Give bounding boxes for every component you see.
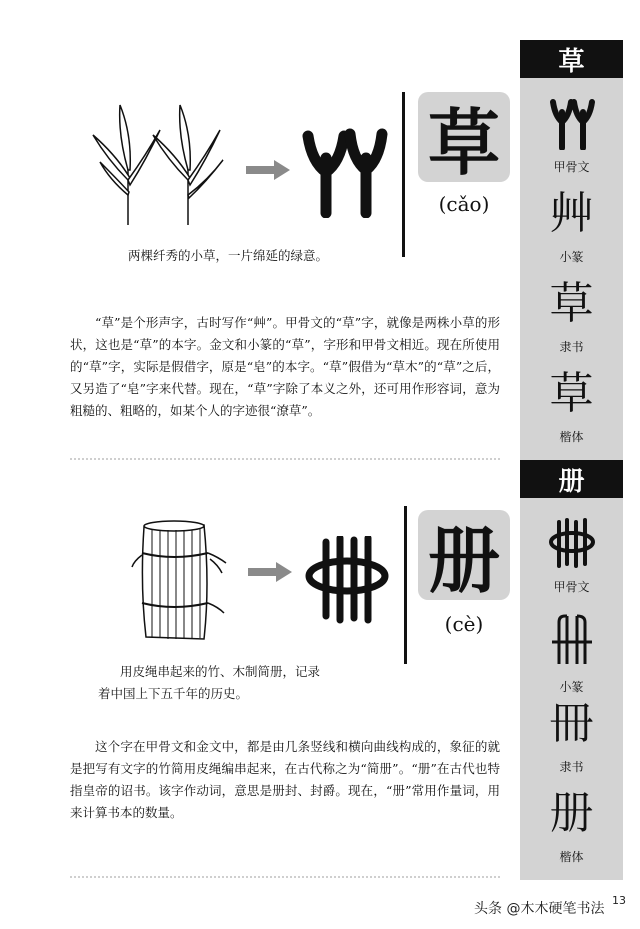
seal-glyph-cao: 艸	[549, 188, 594, 239]
pinyin-cao: (cǎo)	[438, 192, 490, 216]
label-seal-ce: 小篆	[559, 680, 584, 694]
oracle-glyph-cao	[520, 98, 623, 154]
label-regular-cao: 楷体	[559, 430, 584, 444]
watermark-text: 头条 @木木硬笔书法	[474, 901, 605, 917]
label-oracle-cao: 甲骨文	[553, 160, 590, 174]
oracle-big-cao	[300, 128, 390, 222]
pinyin-ce: (cè)	[444, 612, 484, 636]
sidebar-head-ce: 册	[520, 460, 623, 498]
divider-line-1	[402, 92, 405, 257]
page-number: 13	[612, 894, 626, 907]
caption-ce-line1: 用皮绳串起来的竹、木制简册，记录	[120, 664, 321, 679]
paragraph-ce: 这个字在甲骨文和金文中，都是由几条竖线和横向曲线构成的，象征的就是把写有文字的竹简用皮绳编串起来，在古代称之为“简册”。“册”在古代也特指皇帝的诏书。该字作动词，意思是册封、封爵。现在，“册”常用作量词，用来计算书本的数量。	[70, 739, 500, 820]
label-clerical-cao: 隶书	[559, 340, 584, 354]
sidebar-head-cao: 草	[520, 40, 623, 78]
label-oracle-ce: 甲骨文	[553, 580, 590, 594]
arrow-icon-1	[246, 160, 290, 184]
oracle-glyph-ce	[520, 516, 623, 574]
regular-glyph-ce: 册	[549, 788, 594, 839]
separator-dotted-2	[70, 876, 500, 878]
seal-glyph-ce	[520, 612, 623, 670]
clerical-glyph-ce: 冊	[549, 698, 594, 749]
label-clerical-ce: 隶书	[559, 760, 584, 774]
regular-glyph-cao: 草	[549, 368, 594, 419]
divider-line-2	[404, 506, 407, 664]
label-seal-cao: 小篆	[559, 250, 584, 264]
script-sidebar	[520, 40, 623, 880]
label-regular-ce: 楷体	[559, 850, 584, 864]
clerical-glyph-cao: 草	[549, 278, 594, 329]
main-char-cao: 草	[418, 92, 510, 182]
separator-dotted-1	[70, 458, 500, 460]
caption-ce-line2: 着中国上下五千年的历史。	[98, 686, 249, 701]
main-char-ce: 册	[418, 510, 510, 600]
paragraph-cao: “草”是个形声字，古时写作“艸”。甲骨文的“草”字，就像是两株小草的形状，这也是“草”的本字。金文和小篆的“草”，字形和甲骨文相近。现在所使用的“草”字，实际是假借字，原是“皂”的本字。“草”假借为“草木”的“草”之后，又另造了“皂”字来代替。现在，“草”字除了本义之外，还可用作形容词，意为粗糙的、粗略的，如某个人的字迹很“潦草”。	[70, 315, 500, 418]
oracle-big-ce	[304, 536, 390, 628]
grass-illustration	[88, 100, 238, 234]
arrow-icon-2	[248, 562, 292, 586]
bamboo-slips-illustration	[130, 515, 230, 649]
caption-cao: 两棵纤秀的小草，一片绵延的绿意。	[128, 248, 329, 263]
